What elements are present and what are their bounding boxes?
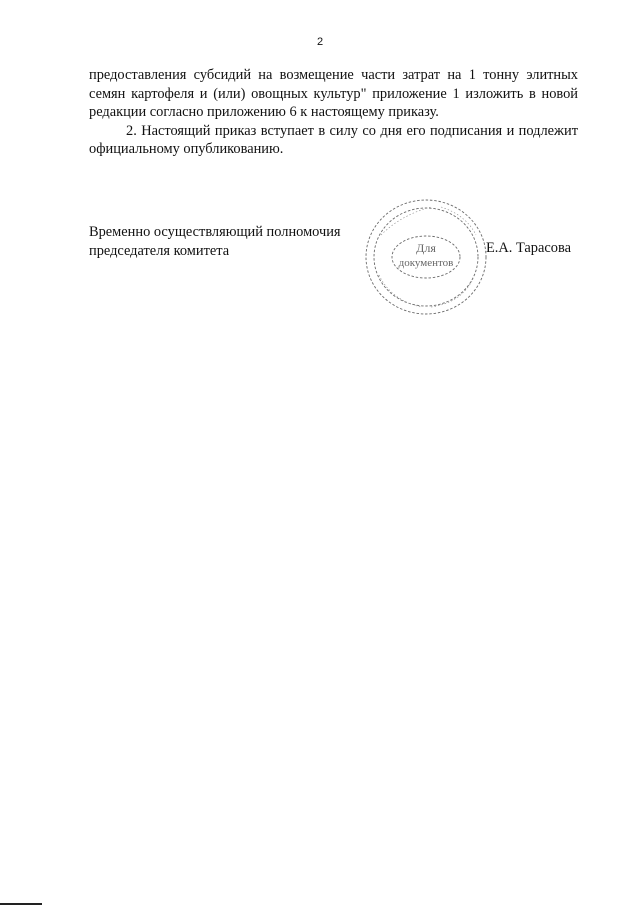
official-stamp <box>361 195 491 319</box>
stamp-text-line-1: Для <box>416 241 436 255</box>
stamp-text-line-2: документов <box>398 257 454 269</box>
document-body <box>89 66 578 159</box>
signatory-title <box>89 223 341 261</box>
stamp-seal-icon <box>361 195 491 319</box>
signatory-name: Е.А. Тарасова <box>486 240 571 256</box>
signatory-title-line-2: председателя комитета <box>89 243 230 259</box>
paragraph-2: 2. Настоящий приказ вступает в силу со дня его подписания и подлежит официальному опубликованию. <box>89 122 578 158</box>
continuation-paragraph: предоставления субсидий на возмещение части затрат на 1 тонну элитных семян картофеля и (или) овощных культур" приложение 1 изложить в новой редакции согласно приложению 6 к настоящему приказу. <box>89 67 578 121</box>
signatory-title-line-1: Временно осуществляющий полномочия <box>89 224 341 240</box>
signature-block <box>89 223 589 333</box>
page-number: 2 <box>316 36 324 48</box>
